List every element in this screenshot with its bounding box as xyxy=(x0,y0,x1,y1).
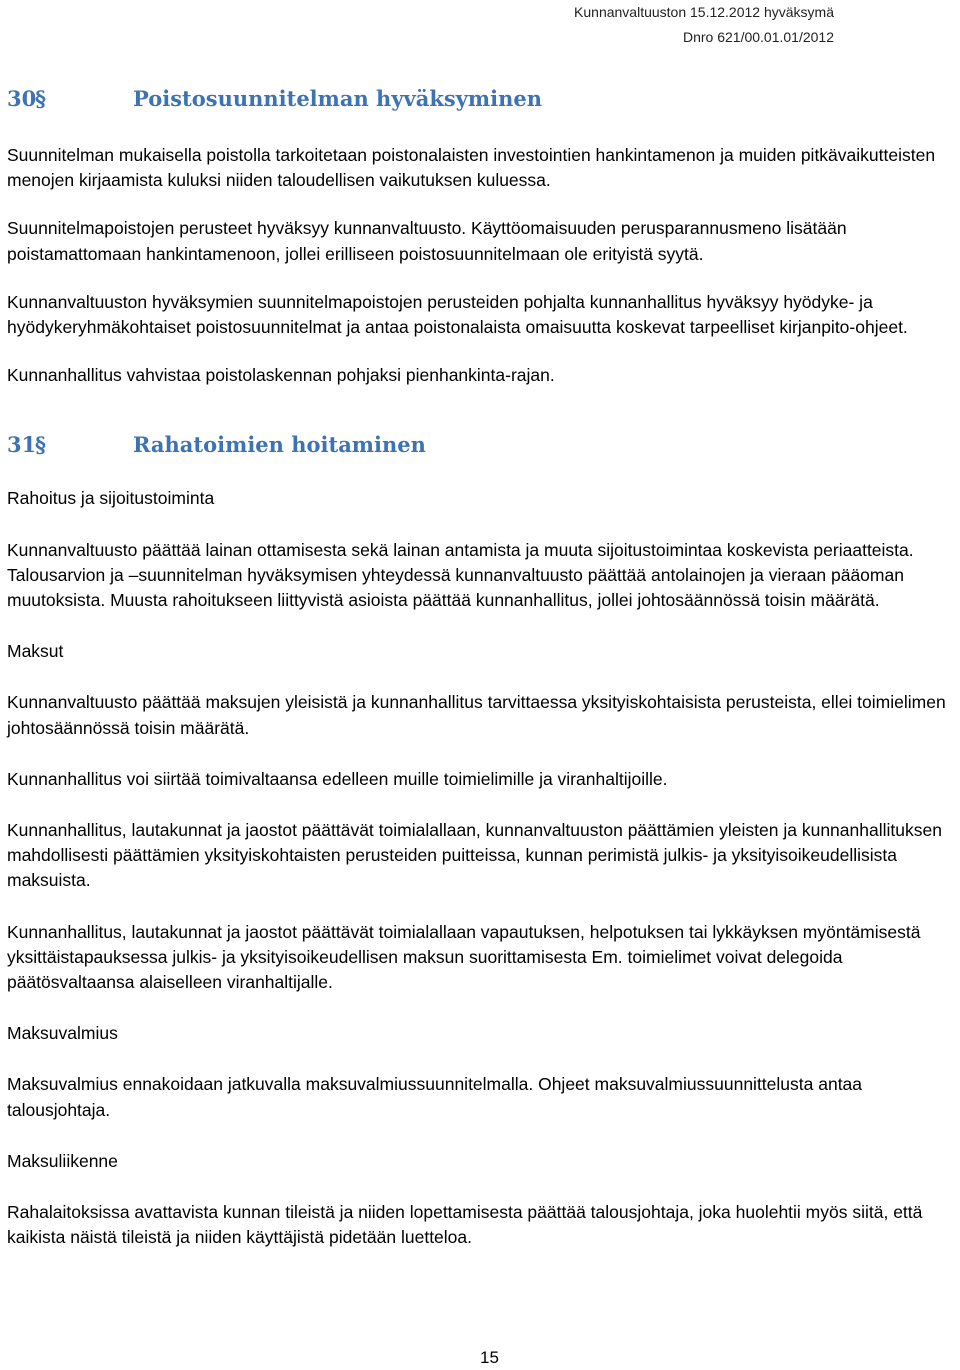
paragraph: Kunnanhallitus vahvistaa poistolaskennan pohjaksi pienhankinta-rajan. xyxy=(7,365,555,386)
paragraph: Kunnanhallitus, lautakunnat ja jaostot päättävät toimialallaan vapautuksen, helpotuksen tai lykkäyksen myöntämisestä yksittäistapauksessa julkis- ja yksityisoikeudellisen maksun suorittamisesta Em. toimielimet voivat delegoida päätösvaltaansa alaiselleen viranhaltijalle. xyxy=(7,921,921,993)
subheading-maksuliikenne: Maksuliikenne xyxy=(7,1150,118,1171)
paragraph: Kunnanhallitus voi siirtää toimivaltaansa edelleen muille toimielimille ja viranhaltijoille. xyxy=(7,768,668,789)
page-number: 15 xyxy=(480,1348,499,1367)
subheading-rahoitus: Rahoitus ja sijoitustoiminta xyxy=(7,488,215,509)
paragraph: Kunnanvaltuuston hyväksymien suunnitelmapoistojen perusteiden pohjalta kunnanhallitus hyväksyy hyödyke- ja hyödykeryhmäkohtaiset poistosuunnitelmat ja antaa poistonalaista omaisuutta koskevat tarpeelliset kirjanpito-ohjeet. xyxy=(7,291,908,338)
section-title: Rahatoimien hoitaminen xyxy=(133,432,426,458)
section-sign: § xyxy=(35,86,46,111)
header-approval-line: Kunnanvaltuuston 15.12.2012 hyväksymä xyxy=(574,4,834,20)
subheading-maksut: Maksut xyxy=(7,641,64,662)
section-30-heading xyxy=(7,86,957,116)
paragraph: Kunnanvaltuusto päättää lainan ottamisesta sekä lainan antamista ja muuta sijoitustoimintaa koskevista periaatteista. Talousarvion ja –suunnitelman hyväksymisen yhteydessä kunnanvaltuusto päättää antolainojen ja vieraan pääoman muutoksista. Muusta rahoitukseen liittyvistä asioista päättää kunnanhallitus, jollei johtosäännössä toisin määrätä. xyxy=(7,539,914,611)
document-header xyxy=(574,0,834,50)
paragraph: Maksuvalmius ennakoidaan jatkuvalla maksuvalmiussuunnitelmalla. Ohjeet maksuvalmiussuunnittelusta antaa talousjohtaja. xyxy=(7,1074,863,1120)
paragraph: Kunnanhallitus, lautakunnat ja jaostot päättävät toimialallaan, kunnanvaltuuston päättämien yleisten ja kunnanhallituksen mahdollisesti päättämien yksityiskohtaisten perusteiden puitteissa, kunnan perimistä julkis- ja yksityisoikeudellisista maksuista. xyxy=(7,820,942,891)
paragraph: Suunnitelman mukaisella poistolla tarkoitetaan poistonalaisten investointien hankintamenon ja muiden pitkävaikutteisten menojen kirjaamista kuluksi niiden taloudellisen vaikutuksen kuluessa. xyxy=(7,145,936,191)
section-title: Poistosuunnitelman hyväksyminen xyxy=(133,86,543,111)
subheading-maksuvalmius: Maksuvalmius xyxy=(7,1023,118,1044)
section-31-heading xyxy=(7,432,957,462)
section-number: 31 xyxy=(7,432,37,458)
paragraph: Rahalaitoksissa avattavista kunnan tileistä ja niiden lopettamisesta päättää talousjohtaja, joka huolehtii myös siitä, että kaikista näistä tileistä ja niiden käyttäjistä pidetään luetteloa. xyxy=(7,1202,923,1248)
header-dnro-line: Dnro 621/00.01.01/2012 xyxy=(682,29,834,45)
document-body xyxy=(7,86,957,1250)
paragraph: Kunnanvaltuusto päättää maksujen yleisistä ja kunnanhallitus tarvittaessa yksityiskohtaisista perusteista, ellei toimielimen johtosäännössä toisin määrätä. xyxy=(7,692,946,738)
paragraph: Suunnitelmapoistojen perusteet hyväksyy kunnanvaltuusto. Käyttöomaisuuden perusparannusmeno lisätään poistamattomaan hankintamenoon, jollei erilliseen poistosuunnitelmaan ole erityistä syytä. xyxy=(7,218,847,264)
section-number: 30 xyxy=(7,86,37,111)
section-sign: § xyxy=(35,432,46,458)
